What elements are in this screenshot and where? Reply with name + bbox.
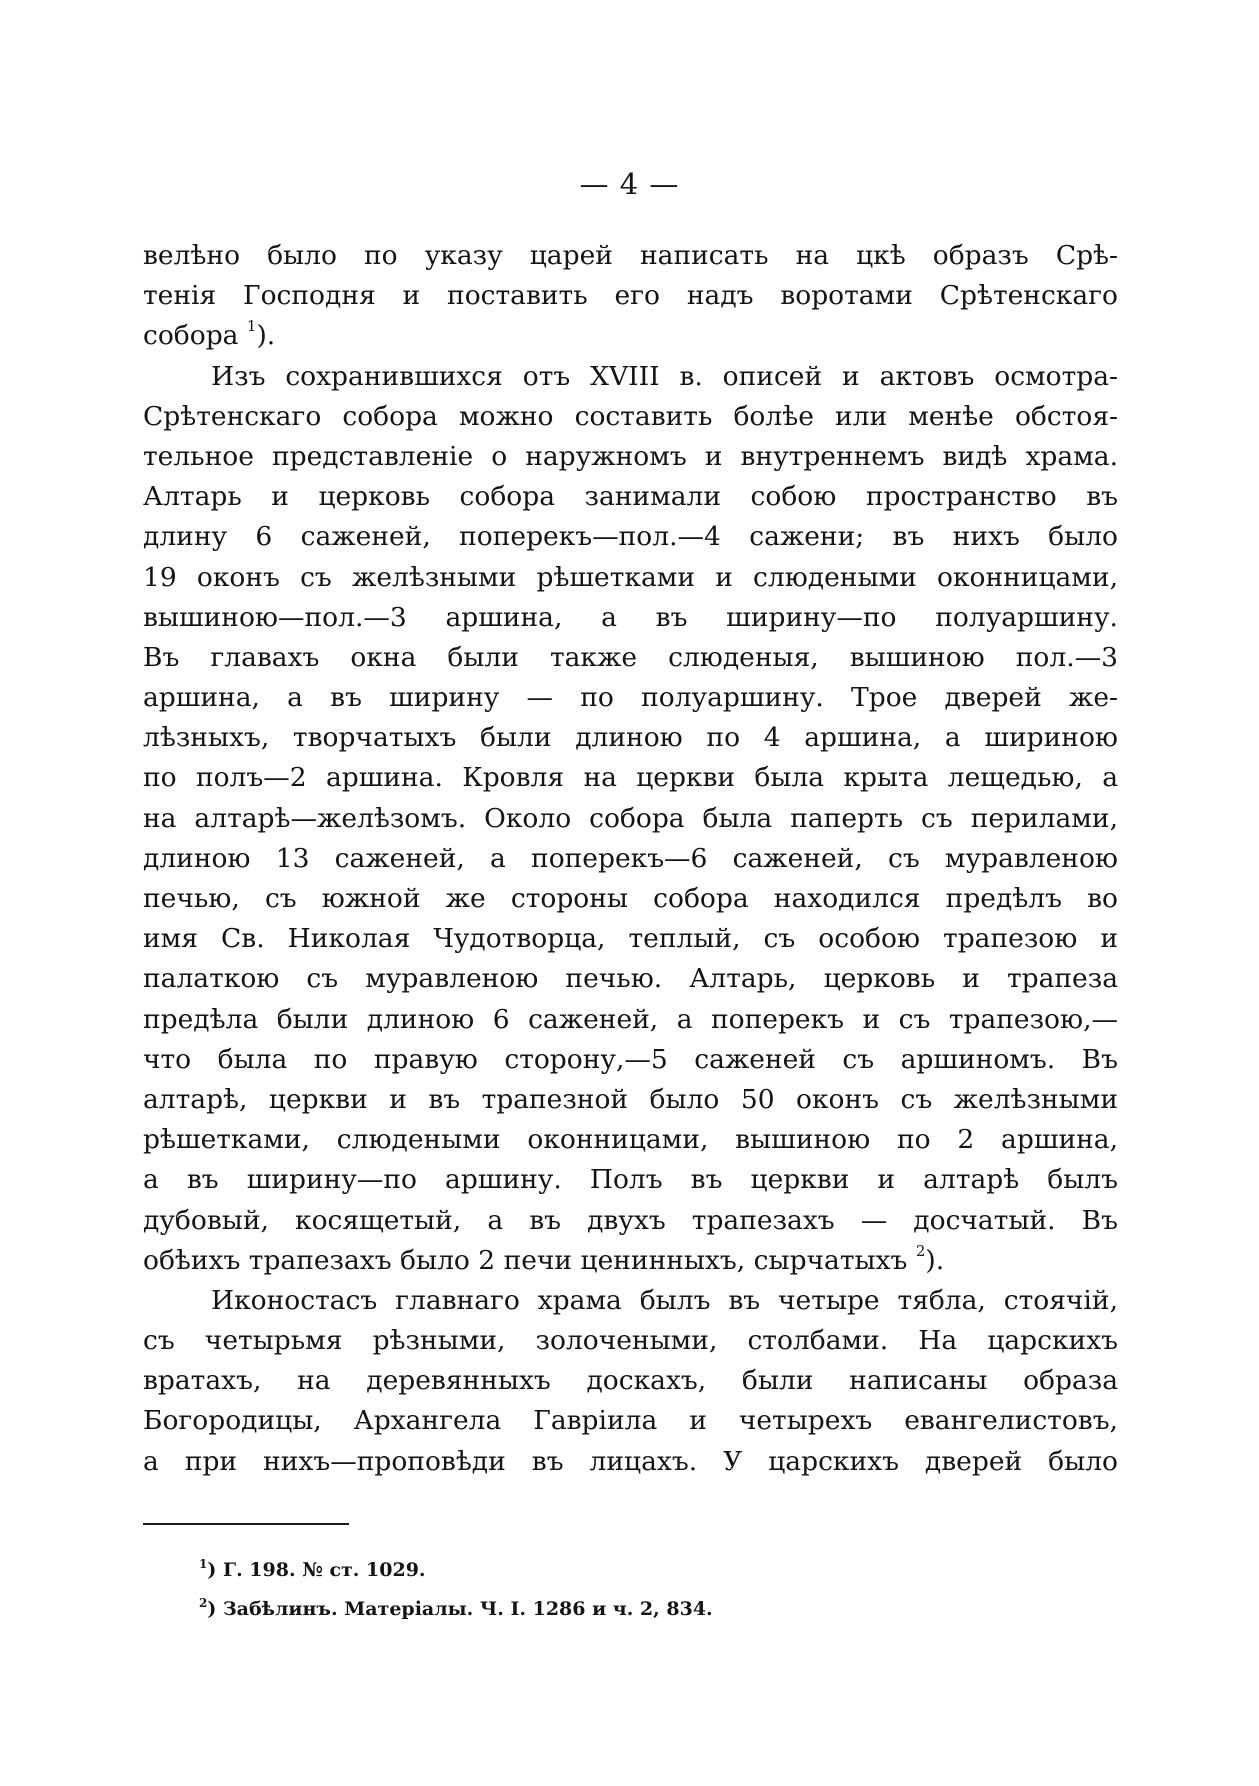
paragraph bbox=[143, 236, 1118, 357]
footnote-item bbox=[199, 1551, 713, 1590]
text-line: 19 оконъ съ желѣзными рѣшетками и слюдеными оконницами, bbox=[143, 561, 1118, 593]
footnote-ref: 1 bbox=[246, 317, 257, 336]
footnote-divider bbox=[143, 1523, 349, 1525]
text-line: Алтарь и церковь собора занимали собою пространство въ bbox=[143, 481, 1118, 513]
text-line: вратахъ, на деревянныхъ доскахъ, были написаны образа bbox=[143, 1365, 1118, 1397]
line-text: собора bbox=[143, 320, 239, 352]
text-line: Богородицы, Архангела Гавріила и четырехъ евангелистовъ, bbox=[143, 1405, 1118, 1437]
text-line: вышиною—пол.—3 аршина, а въ ширину—по полуаршину. bbox=[143, 601, 1118, 633]
line-tail: ). bbox=[925, 1244, 945, 1276]
text-line: лѣзныхъ, творчатыхъ были длиною по 4 аршина, а шириною bbox=[143, 722, 1118, 754]
text-line: длиною 13 саженей, а поперекъ—6 саженей, съ муравленою bbox=[143, 842, 1118, 874]
text-line bbox=[143, 316, 1118, 356]
footnote-item bbox=[199, 1590, 713, 1629]
text-line: Изъ сохранившихся отъ XVIII в. описей и актовъ осмотра- bbox=[211, 360, 1118, 392]
text-line: Въ главахъ окна были также слюденыя, вышиною пол.—3 bbox=[143, 641, 1118, 673]
line-text: обѣихъ трапезахъ было 2 печи ценинныхъ, сырчатыхъ bbox=[143, 1244, 908, 1276]
text-line: что была по правую сторону,—5 саженей съ аршиномъ. Въ bbox=[143, 1043, 1118, 1075]
text-line: длину 6 саженей, поперекъ—пол.—4 сажени; въ нихъ было bbox=[143, 521, 1118, 553]
text-line: палаткою съ муравленою печью. Алтарь, церковь и трапеза bbox=[143, 963, 1118, 995]
text-line: велѣно было по указу царей написать на цкѣ образъ Срѣ- bbox=[143, 240, 1118, 271]
text-line: тенія Господня и поставить его надъ воротами Срѣтенскаго bbox=[143, 280, 1118, 312]
footnote-mark: 1 bbox=[199, 1557, 208, 1571]
footnote-ref: 2 bbox=[915, 1241, 926, 1260]
text-line: тельное представленіе о наружномъ и внутреннемъ видѣ храма. bbox=[143, 440, 1118, 472]
text-line bbox=[143, 1241, 1118, 1281]
text-line: съ четырьмя рѣзными, золочеными, столбами. На царскихъ bbox=[143, 1325, 1118, 1357]
text-line: имя Св. Николая Чудотворца, теплый, съ особою трапезою и bbox=[143, 923, 1118, 955]
text-line: печью, съ южной же стороны собора находился предѣлъ во bbox=[143, 883, 1118, 914]
text-line: дубовый, косящетый, а въ двухъ трапезахъ — досчатый. Въ bbox=[143, 1204, 1118, 1236]
body-text bbox=[143, 236, 1118, 1482]
footnote-text: ) Г. 198. № ст. 1029. bbox=[207, 1559, 426, 1581]
text-line: по полъ—2 аршина. Кровля на церкви была крыта лещедью, а bbox=[143, 762, 1118, 794]
text-line: Срѣтенскаго собора можно составить болѣе или менѣе обстоя- bbox=[143, 400, 1118, 432]
footnote-text: ) Забѣлинъ. Матеріалы. Ч. I. 1286 и ч. 2, 834. bbox=[207, 1598, 713, 1620]
text-line: а въ ширину—по аршину. Полъ въ церкви и алтарѣ былъ bbox=[143, 1164, 1118, 1196]
text-line: аршина, а въ ширину — по полуаршину. Трое дверей же- bbox=[143, 682, 1118, 714]
footnotes bbox=[199, 1551, 713, 1629]
paragraph bbox=[143, 357, 1118, 1281]
line-tail: ). bbox=[256, 320, 276, 352]
text-line: а при нихъ—проповѣди въ лицахъ. У царскихъ дверей было bbox=[143, 1445, 1118, 1477]
text-line: рѣшетками, слюдеными оконницами, вышиною по 2 аршина, bbox=[143, 1124, 1118, 1156]
text-line: алтарѣ, церкви и въ трапезной было 50 оконъ съ желѣзными bbox=[143, 1083, 1118, 1115]
text-line: на алтарѣ—желѣзомъ. Около собора была паперть съ перилами, bbox=[143, 802, 1118, 834]
page-number: — 4 — bbox=[579, 167, 680, 201]
text-line: Иконостасъ главнаго храма былъ въ четыре тябла, стоячій, bbox=[211, 1284, 1118, 1316]
text-line: предѣла были длиною 6 саженей, а поперекъ и съ трапезою,— bbox=[143, 1003, 1118, 1035]
paragraph bbox=[143, 1281, 1118, 1482]
footnote-mark: 2 bbox=[199, 1596, 208, 1610]
